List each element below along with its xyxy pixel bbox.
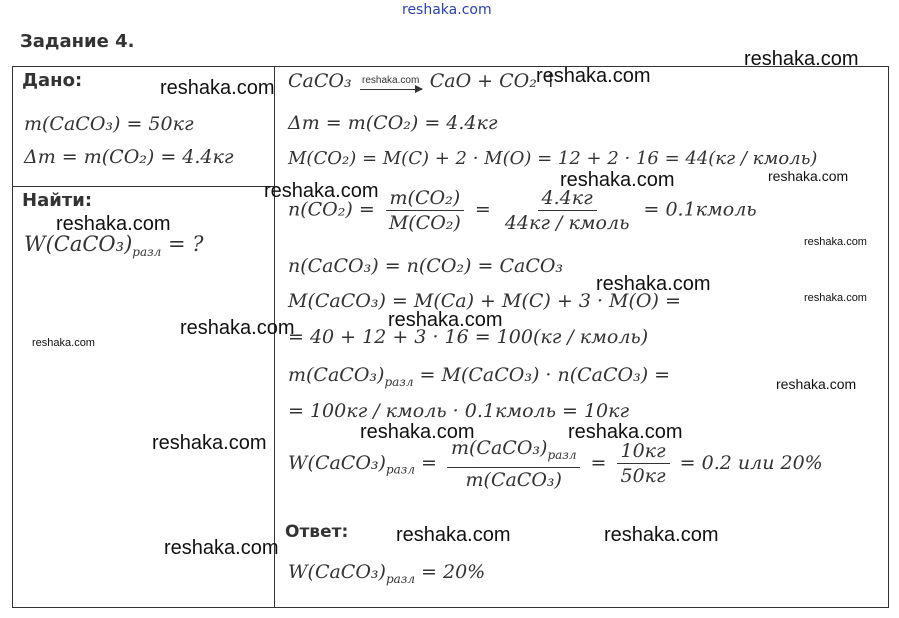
- reaction-right: CaO + CO₂ ↑: [429, 70, 559, 92]
- w-left-main: W(CaCO₃): [288, 451, 386, 474]
- solution-line-dm: Δm = m(CO₂) = 4.4кг: [288, 112, 498, 134]
- w-fraction-values: [617, 439, 670, 488]
- find-line: [24, 232, 204, 259]
- answer-tail: = 20%: [414, 561, 486, 583]
- watermark: reshaka.com: [568, 421, 683, 443]
- watermark: reshaka.com: [180, 317, 295, 339]
- mass-a-main: m(CaCO₃): [288, 364, 385, 386]
- w-eq2: =: [590, 451, 607, 474]
- watermark: reshaka.com: [160, 77, 275, 99]
- nco2-num: m(CO₂): [386, 186, 465, 211]
- watermark: reshaka.com: [768, 168, 849, 184]
- w-left-sub: разл: [385, 462, 415, 477]
- watermark: reshaka.com: [804, 292, 867, 304]
- solution-line-ncaco3: n(CaCO₃) = n(CO₂) = CaCO₃: [288, 255, 564, 277]
- watermark: reshaka.com: [388, 309, 503, 331]
- watermark: reshaka.com: [360, 421, 475, 443]
- solution-line-mco2: M(CO₂) = M(C) + 2 · M(O) = 12 + 2 · 16 = 44(кг / кмоль): [288, 148, 818, 169]
- find-w-sub: разл: [132, 245, 162, 260]
- answer-heading: Ответ:: [285, 522, 349, 542]
- watermark: reshaka.com: [164, 537, 279, 559]
- watermark: reshaka.com: [536, 65, 651, 87]
- w-result: = 0.2 или 20%: [679, 451, 823, 474]
- find-w-tail: = ?: [161, 232, 204, 256]
- reaction-arrow-label: reshaka.com: [362, 74, 420, 86]
- given-heading: Дано:: [22, 70, 83, 91]
- nco2-fraction-values: [501, 186, 634, 235]
- answer-line: [288, 561, 485, 586]
- reaction-line: [288, 70, 559, 92]
- nco2-result: = 0.1кмоль: [643, 198, 757, 221]
- mass-a-sub: разл: [384, 374, 414, 389]
- solution-line-mcaco3-b: = 40 + 12 + 3 · 16 = 100(кг / кмоль): [288, 326, 649, 348]
- reaction-arrow: [360, 75, 422, 90]
- nco2-left: n(CO₂) =: [288, 198, 375, 221]
- nco2-den-value: 44кг / кмоль: [504, 212, 630, 234]
- nco2-den: M(CO₂): [388, 212, 461, 234]
- w-fraction: [447, 436, 580, 492]
- watermark: reshaka.com: [596, 273, 711, 295]
- w-den-value: 50кг: [620, 465, 666, 488]
- solution-line-mcaco3-a: M(CaCO₃) = M(Ca) + M(C) + 3 · M(O) =: [288, 290, 681, 312]
- find-w-main: W(CaCO₃): [24, 232, 133, 256]
- solution-line-w: [288, 436, 823, 492]
- watermark: reshaka.com: [604, 524, 719, 546]
- given-divider: [12, 186, 275, 187]
- watermark: reshaka.com: [264, 180, 379, 202]
- solution-line-mass-b: = 100кг / кмоль · 0.1кмоль = 10кг: [288, 400, 630, 422]
- w-num-sub: разл: [547, 447, 577, 462]
- task-title: Задание 4.: [20, 31, 135, 52]
- w-num-value: 10кг: [617, 439, 670, 464]
- watermark: reshaka.com: [56, 213, 171, 235]
- nco2-eq: =: [474, 198, 491, 221]
- watermark: reshaka.com: [152, 432, 267, 454]
- site-link[interactable]: reshaka.com: [402, 2, 492, 18]
- watermark: reshaka.com: [560, 169, 675, 191]
- w-den: m(CaCO₃): [465, 468, 562, 491]
- answer-sub: разл: [385, 571, 415, 586]
- watermark: reshaka.com: [396, 524, 511, 546]
- given-line-delta: Δm = m(CO₂) = 4.4кг: [24, 146, 234, 168]
- w-eq: =: [414, 451, 437, 474]
- reaction-left: CaCO₃: [288, 70, 352, 92]
- mass-a-tail: = M(CaCO₃) · n(CaCO₃) =: [413, 364, 671, 386]
- answer-main: W(CaCO₃): [288, 561, 386, 583]
- given-line-mass: m(CaCO₃) = 50кг: [24, 113, 194, 135]
- watermark: reshaka.com: [776, 376, 857, 392]
- w-num-main: m(CaCO₃): [451, 437, 548, 459]
- solution-line-mass-a: [288, 364, 670, 389]
- watermark: reshaka.com: [744, 48, 859, 70]
- watermark: reshaka.com: [804, 236, 867, 248]
- nco2-fraction: [385, 186, 465, 235]
- nco2-num-value: 4.4кг: [538, 186, 597, 211]
- find-heading: Найти:: [22, 190, 93, 211]
- right-arrow-icon: [360, 89, 422, 90]
- watermark: reshaka.com: [32, 337, 95, 349]
